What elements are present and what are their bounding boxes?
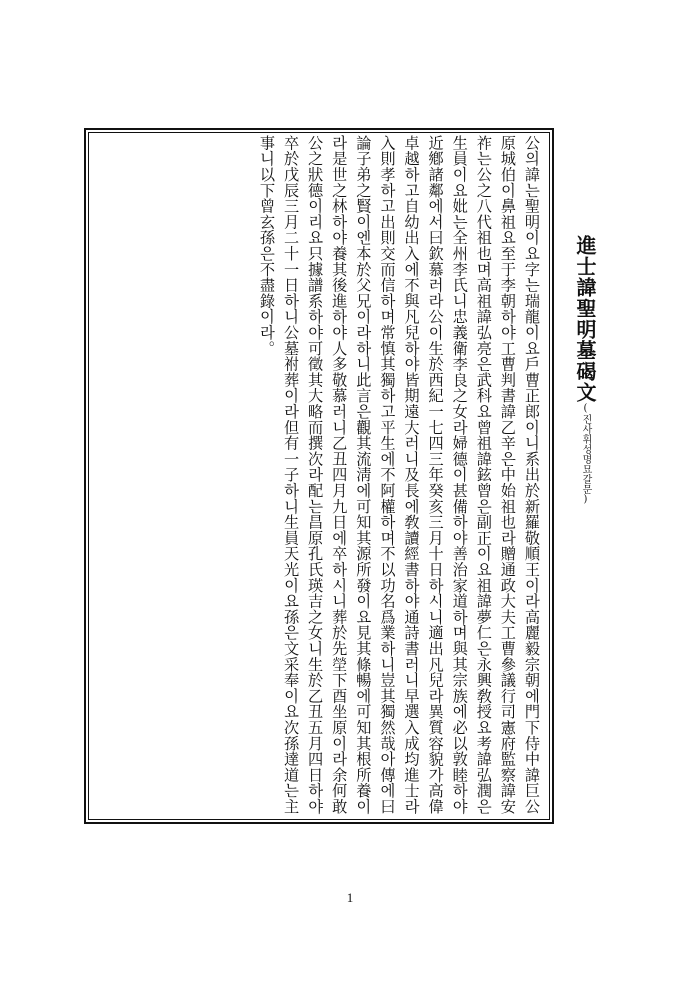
title-reading: (진사휘성명묘갈문) (580, 403, 591, 505)
text-frame (84, 128, 554, 824)
page-number: 1 (346, 890, 354, 905)
body-text (92, 135, 544, 817)
paragraph: 公의諱는聖明이요字는瑞龍이요戶曹正郎이니系出於新羅敬順王이라高麗毅宗朝에門下侍中諱巨公原城伯이鼻祖요至于李朝하야工曹判書諱乙辛은中始祖也라贈通政大夫工曹參議行司憲府監察諱安祚는公之八代祖也며高祖諱弘亮은武科요曾祖諱鉉曾은副正이요祖諱夢仁은永興敎授요考諱弘潤은生員이요妣는全州李氏니忠義衛李良之女라婦德이甚備하야善治家道하며與其宗族에必以敦睦하야近鄕諸鄰에서曰欽慕러라公이生於西紀一七四三年癸亥三月十日하시니適出凡兒라異質容貌가高偉卓越하고自幼出入에不與凡兒하야皆期遠大러니及長에敎讀經書하야通詩書러니早選入成均進士라入則孝하고出則交而信하며常慎其獨하고平生에不阿權하며不以功名爲業하니豈其獨然哉아傳에曰論子弟之賢이엔本於父兄이라하니此言은觀其流淸에可知其源所發이요見其條暢에可知其根所養이라是世之林하야養其後進하야人多敬慕러니乙丑四月九日에卒하시니葬於先塋下酉坐原이라余何敢公之狀德이리요只據譜系하야可徵其大略而撰次라配는昌原孔氏瑛吉之女니生於乙丑五月四日하야卒於戊辰三月二十一日하니公墓祔葬이라但有一子하니生員天光이요孫은文采奉이요次孫達道는主事니以下曾玄孫은不盡錄이라。 (257, 135, 541, 815)
document-title (565, 235, 605, 505)
title-text: 進士諱聖明墓碣文 (573, 235, 597, 403)
